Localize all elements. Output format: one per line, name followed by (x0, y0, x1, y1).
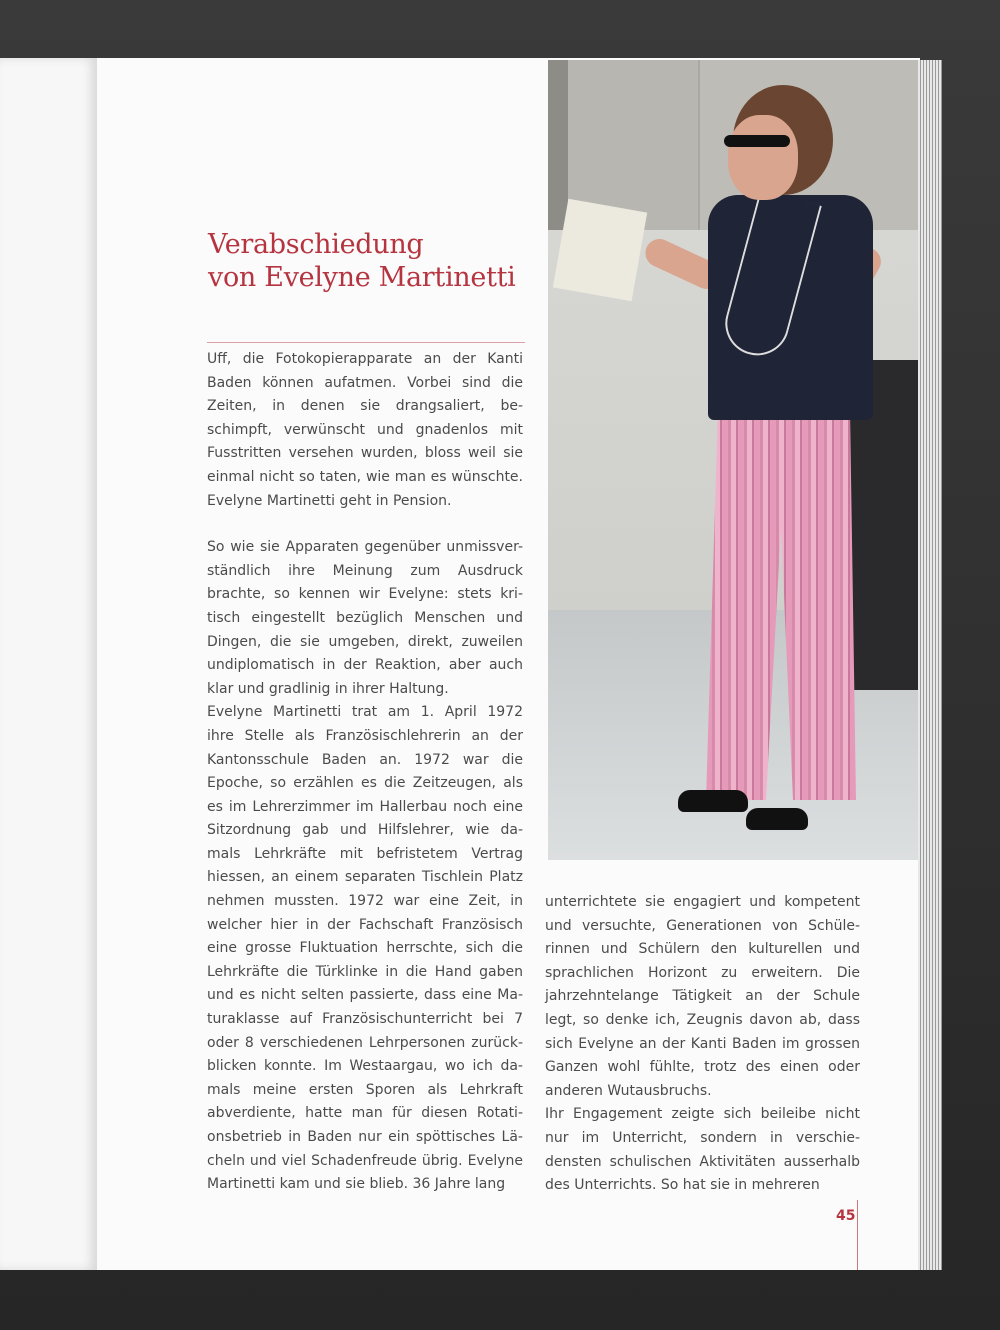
text-line: anderen Wutausbruchs. (545, 1082, 712, 1099)
text-line: Evelyne Martinetti trat am 1. April 1972 (207, 704, 523, 721)
paper-sheet (553, 199, 647, 302)
text-column-left (207, 348, 523, 1197)
paragraph (207, 701, 523, 1196)
text-line: legt, so denke ich, Zeugnis davon ab, dass (545, 1011, 860, 1028)
text-line: ständlich ihre Meinung zum Ausdruck (207, 562, 523, 579)
text-line: welcher hier in der Fachschaft Französisch (207, 916, 523, 933)
text-line: brachte, so kennen wir Evelyne: stets kri- (207, 586, 523, 603)
text-line: abverdiente, hatte man für diesen Rotati- (207, 1105, 523, 1122)
text-line: mals Lehrkräfte mit befristetem Vertrag (207, 845, 523, 862)
text-line: jahrzehntelange Tätigkeit an der Schule (545, 988, 860, 1005)
text-line: ihre Stelle als Französischlehrerin an der (207, 727, 523, 744)
page-number-rule (857, 1200, 858, 1270)
text-line: mals meine ersten Sporen als Lehrkraft (207, 1081, 523, 1098)
text-line: Zeiten, in denen sie drangsaliert, be- (207, 398, 523, 415)
text-line: schimpft, verwünscht und gnadenlos mit (207, 421, 523, 438)
text-line: eine grosse Fluktuation herrschte, sich die (207, 940, 523, 957)
text-line: Ihr Engagement zeigte sich beileibe nicht (545, 1106, 860, 1123)
left-page-edge (0, 58, 97, 1270)
text-line: des Unterrichts. So hat sie in mehreren (545, 1177, 820, 1194)
text-line: es im Lehrerzimmer im Hallerbau noch eine (207, 798, 523, 815)
text-line: cheln und viel Schadenfreude übrig. Evelyne (207, 1152, 523, 1169)
text-line: sprachlichen Horizont zu erweitern. Die (545, 964, 860, 981)
text-line: sich Evelyne an der Kanti Baden im grossen (545, 1035, 860, 1052)
text-line: Kantonsschule Baden an. 1972 war die (207, 751, 523, 768)
text-line: Fusstritten versehen wurden, bloss weil sie (207, 445, 523, 462)
text-line: turaklasse auf Französischunterricht bei 7 (207, 1011, 523, 1028)
photo-evelyne-martinetti (548, 60, 918, 860)
paragraph (207, 348, 523, 513)
paragraph (545, 891, 860, 1103)
title-line: von Evelyne Martinetti (208, 262, 516, 293)
text-line: einmal nicht so taten, wie man es wünschte. (207, 468, 523, 485)
text-column-right (545, 891, 860, 1198)
text-line: Lehrkräfte die Türklinke in die Hand gaben (207, 963, 523, 980)
text-line: und versuchte, Generationen von Schüle- (545, 917, 860, 934)
text-line: So wie sie Apparaten gegenüber unmissver- (207, 539, 523, 556)
text-line: densten schulischen Aktivitäten ausserhalb (545, 1153, 860, 1170)
title-line: Verabschiedung (208, 229, 424, 260)
text-line: unterrichtete sie engagiert und kompetent (545, 894, 860, 910)
text-line: nur im Unterricht, sondern in verschie- (545, 1129, 860, 1146)
text-line: Uff, die Fotokopierapparate an der Kanti (207, 351, 523, 367)
text-line: Martinetti kam und sie blieb. 36 Jahre lang (207, 1176, 506, 1193)
text-line: hiessen, an einem separaten Tischlein Platz (207, 869, 523, 886)
text-line: rinnen und Schülern den kulturellen und (545, 941, 860, 958)
text-line: blicken konnte. Im Westaargau, wo ich da- (207, 1058, 523, 1075)
title-divider (207, 342, 525, 343)
text-line: Ganzen wohl fühlte, trotz des einen oder (545, 1059, 860, 1076)
text-line: Dingen, die sie umgeben, direkt, zuweilen (207, 633, 523, 650)
page-number: 45 (836, 1208, 856, 1224)
text-line: onsbetrieb in Baden nur ein spöttisches Lä- (207, 1129, 523, 1145)
text-line: nehmen mussten. 1972 war eine Zeit, in (207, 893, 523, 910)
text-line: klar und gradlinig in ihrer Haltung. (207, 680, 449, 697)
text-line: Sitzordnung gab und Hilfslehrer, wie da- (207, 822, 523, 839)
page-stack-edges (918, 60, 942, 1270)
text-line: Baden können aufatmen. Vorbei sind die (207, 374, 523, 391)
text-line: und es nicht selten passierte, dass eine Ma- (207, 987, 523, 1004)
paragraph (545, 1103, 860, 1197)
text-line: oder 8 verschiedenen Lehrpersonen zurück- (207, 1034, 523, 1051)
text-line: undiplomatisch in der Reaktion, aber auch (207, 657, 523, 674)
text-line: Evelyne Martinetti geht in Pension. (207, 492, 452, 509)
article-title (208, 228, 516, 294)
text-line: Epoche, so erzählen es die Zeitzeugen, als (207, 775, 523, 792)
text-line: tisch eingestellt bezüglich Menschen und (207, 609, 523, 626)
paragraph (207, 536, 523, 701)
